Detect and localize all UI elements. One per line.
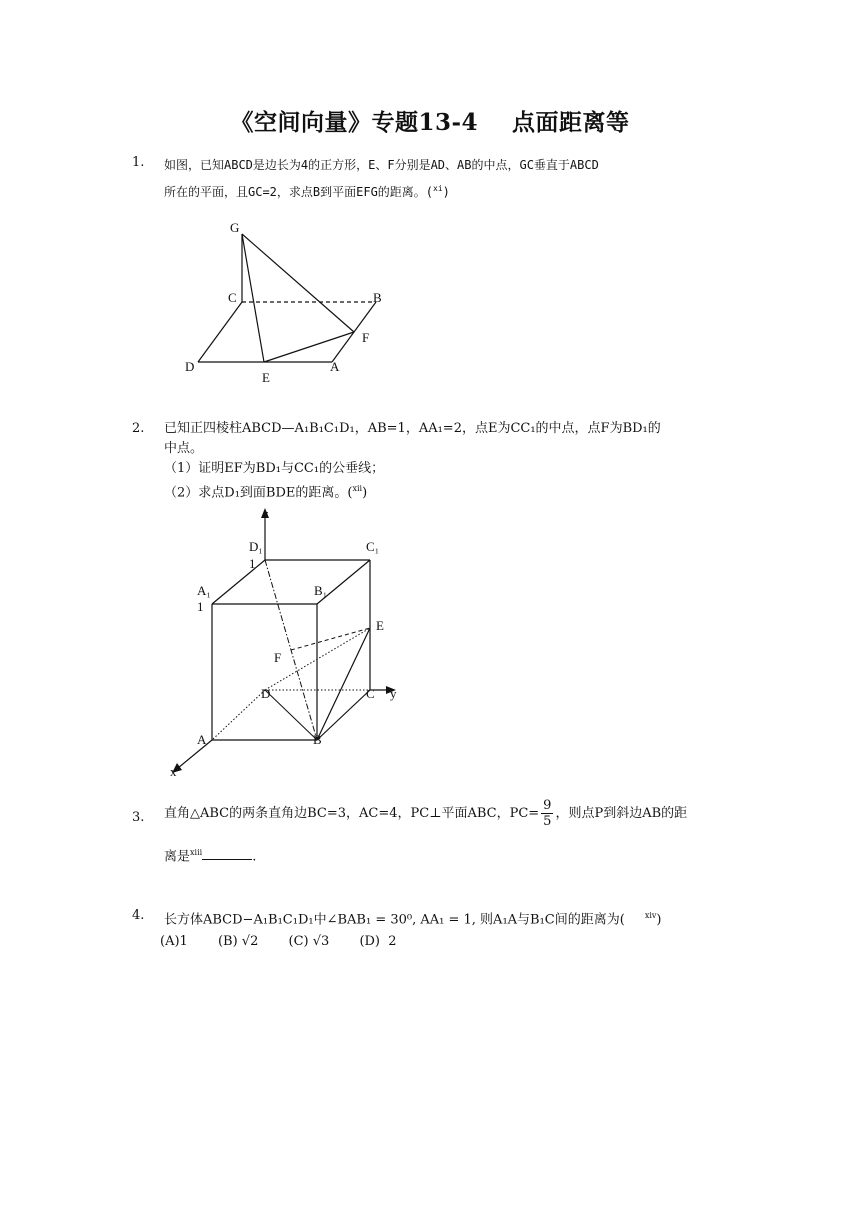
option-c-label: (C) xyxy=(288,934,309,950)
question-4-stem xyxy=(164,906,662,930)
close-paren: ) xyxy=(656,912,662,928)
edge-gf xyxy=(242,234,354,332)
edge-bc xyxy=(317,690,370,740)
title-left: 《空间向量》专题13-4 xyxy=(230,109,479,136)
option-c xyxy=(289,934,330,949)
label-a1: A₁ xyxy=(197,583,211,598)
question-1-line1: 如图，已知ABCD是边长为4的正方形，E、F分别是AD、AB的中点，GC垂直于ABCD xyxy=(164,158,599,172)
question-number: 4. xyxy=(132,908,145,923)
option-d xyxy=(359,934,396,949)
question-1-line2-text: 所在的平面，且GC=2，求点B到平面EFG的距离。( xyxy=(164,185,434,199)
title-right: 点面距离等 xyxy=(512,109,630,136)
figure-pyramid xyxy=(180,218,400,393)
label-e: E xyxy=(376,618,384,633)
label-z: z xyxy=(263,506,269,521)
label-b1: B₁ xyxy=(314,583,328,598)
edge-be xyxy=(317,628,370,740)
label-a: A xyxy=(197,732,207,747)
footnote-ref: xiii xyxy=(190,848,203,857)
fraction-denominator: 5 xyxy=(543,814,552,829)
question-2-part2-text: （2）求点D₁到面BDE的距离。( xyxy=(164,485,353,501)
fraction xyxy=(541,798,553,829)
edge-cd xyxy=(198,302,242,362)
question-3-line2-text: 离是 xyxy=(164,849,191,865)
label-c: C xyxy=(228,290,237,305)
question-3-line1 xyxy=(164,798,687,829)
close-paren: ) xyxy=(362,485,368,501)
question-2-line2: 中点。 xyxy=(164,441,204,456)
edge-db xyxy=(265,690,317,740)
footnote-ref: xiv xyxy=(644,911,657,920)
question-1-line2 xyxy=(164,177,599,204)
period: . xyxy=(252,849,257,865)
option-d-value: 2 xyxy=(388,934,397,950)
figure-prism xyxy=(160,500,420,780)
label-c: C xyxy=(366,686,375,701)
option-b xyxy=(218,934,258,949)
label-f: F xyxy=(362,330,370,345)
question-3-text2: ，则点P到斜边AB的距 xyxy=(555,806,688,821)
label-c1: C₁ xyxy=(366,539,380,554)
answer-blank xyxy=(202,847,252,860)
edge-ge xyxy=(242,234,264,362)
question-number: 3. xyxy=(132,810,145,825)
footnote-ref: xi xyxy=(433,184,443,193)
option-b-label: (B) xyxy=(217,934,238,950)
label-g: G xyxy=(230,220,240,235)
footnote-ref: xii xyxy=(352,484,363,493)
label-b: B xyxy=(313,732,322,747)
question-number: 2. xyxy=(132,421,145,436)
label-b: B xyxy=(373,290,382,305)
label-f: F xyxy=(274,650,282,665)
label-one: 1 xyxy=(197,599,204,614)
label-d1: D₁ xyxy=(249,539,263,554)
edge-da-hidden xyxy=(212,690,265,740)
question-3-line2 xyxy=(164,843,687,867)
question-2-part1: （1）证明EF为BD₁与CC₁的公垂线； xyxy=(164,461,385,476)
question-3-text1: 直角△ABC的两条直角边BC=3，AC=4，PC⊥平面ABC，PC= xyxy=(164,806,540,821)
question-4-text: 长方体ABCD−A₁B₁C₁D₁中∠BAB₁ = 30⁰, AA₁ = 1, 则A₁A与B₁C间的距离为( xyxy=(164,912,625,928)
option-a: (A)1 xyxy=(160,934,188,950)
segment-ef xyxy=(291,628,370,650)
label-d: D xyxy=(185,359,195,374)
axis-x xyxy=(178,740,212,768)
question-2-line1: 已知正四棱柱ABCD—A₁B₁C₁D₁，AB=1，AA₁=2，点E为CC₁的中点，点F为BD₁的 xyxy=(164,421,661,436)
close-paren: ) xyxy=(442,185,450,199)
label-a: A xyxy=(330,359,340,374)
question-number: 1. xyxy=(132,155,145,170)
page-title xyxy=(0,104,860,137)
option-b-value: √2 xyxy=(241,934,259,950)
label-e: E xyxy=(262,370,270,385)
label-x: x xyxy=(170,764,177,779)
option-d-label: (D) xyxy=(359,934,381,950)
label-d: D xyxy=(261,686,271,701)
fraction-numerator: 9 xyxy=(543,798,552,813)
edge-ef xyxy=(264,332,354,362)
question-4-options xyxy=(160,932,662,952)
option-c-value: √3 xyxy=(312,934,330,950)
edge-a1d1 xyxy=(212,560,265,604)
label-y: y xyxy=(390,686,397,701)
label-one: 1 xyxy=(249,556,256,571)
